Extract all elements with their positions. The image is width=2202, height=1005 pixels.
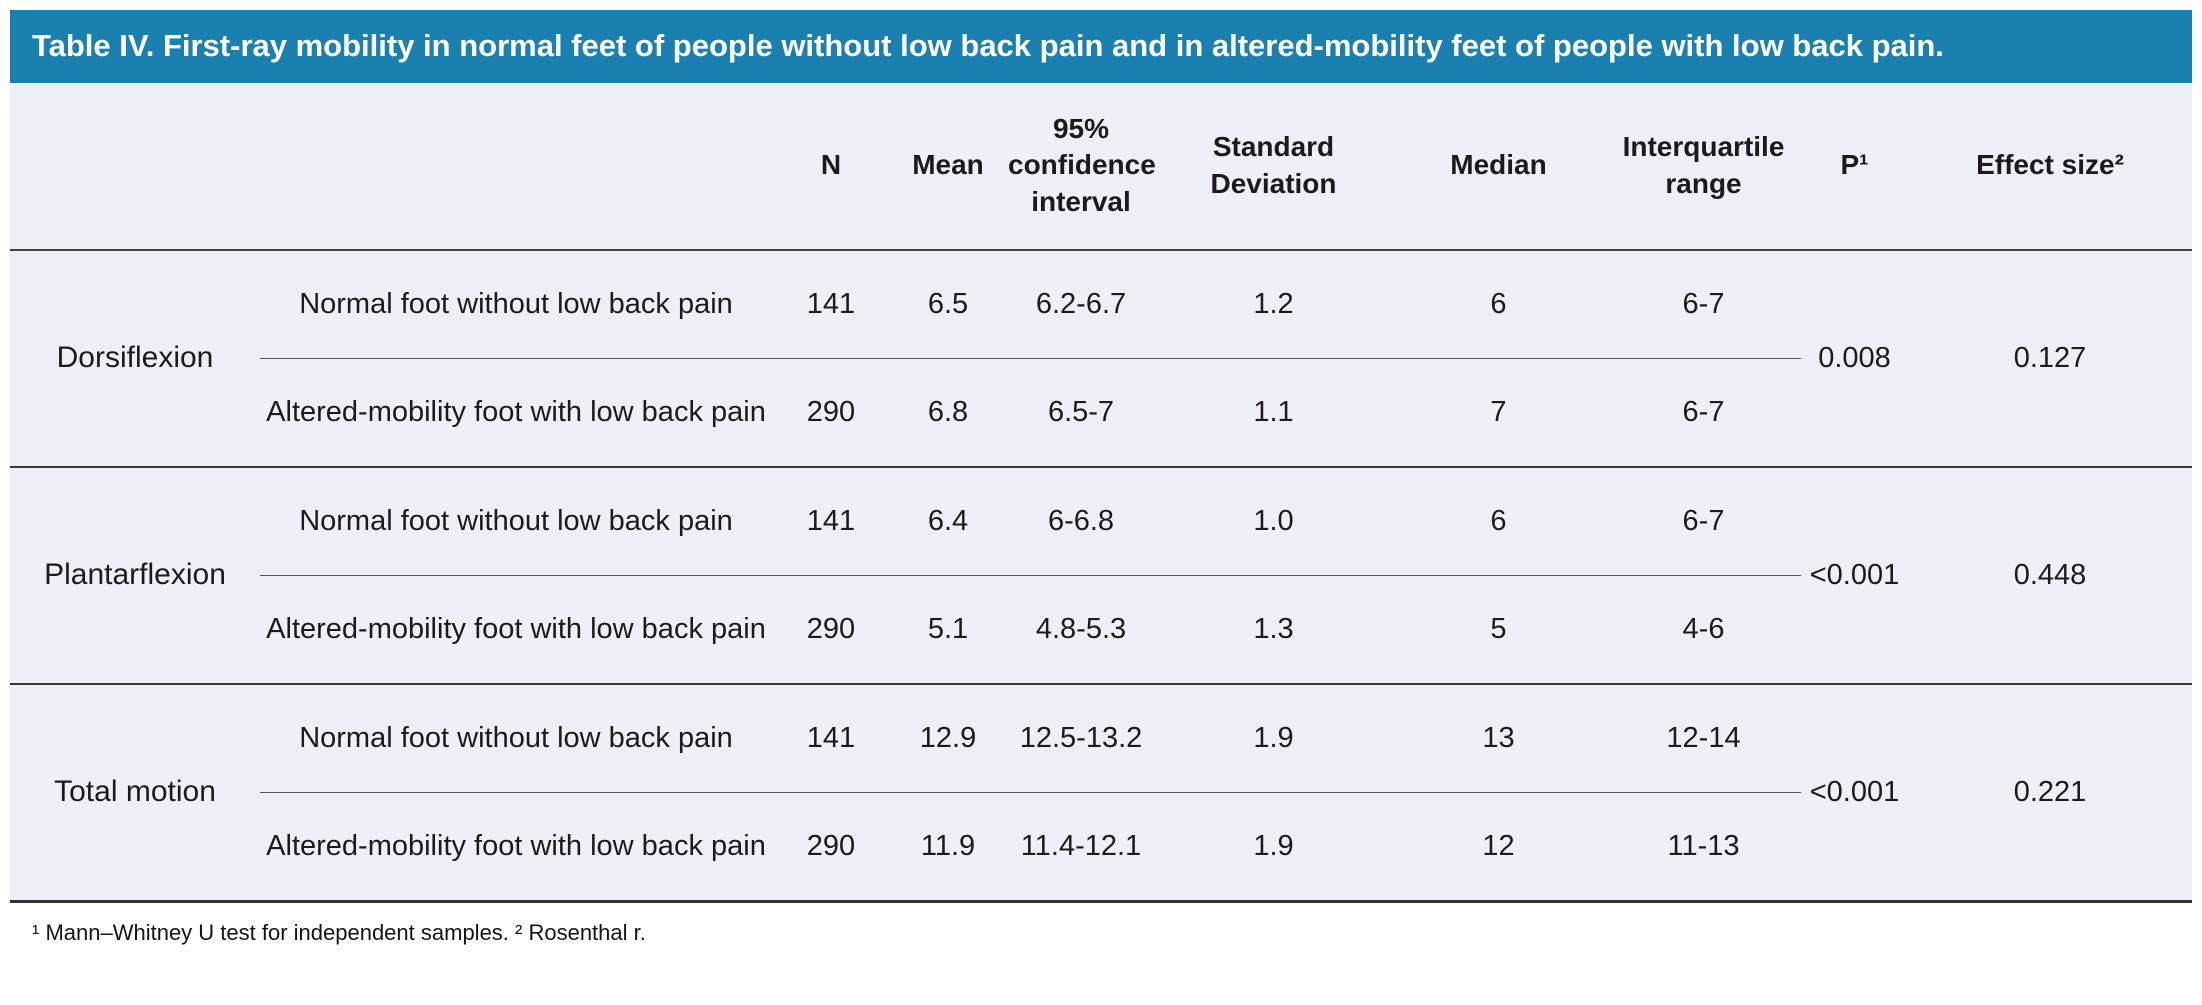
- group-label-cell: Altered-mobility foot with low back pain: [260, 358, 772, 467]
- effect-size-cell: 0.448: [1908, 467, 2192, 684]
- table-row: [10, 467, 2192, 576]
- iqr-cell: 6-7: [1606, 250, 1801, 359]
- iqr-cell: 11-13: [1606, 792, 1801, 901]
- n-cell: 141: [772, 684, 890, 793]
- effect-size-cell: 0.127: [1908, 250, 2192, 467]
- median-cell: 12: [1391, 792, 1606, 901]
- n-cell: 290: [772, 792, 890, 901]
- table-row: [10, 250, 2192, 359]
- measure-label: Total motion: [10, 684, 260, 902]
- iqr-cell: 6-7: [1606, 358, 1801, 467]
- mean-cell: 6.5: [890, 250, 1006, 359]
- mean-cell: 11.9: [890, 792, 1006, 901]
- iqr-cell: 6-7: [1606, 467, 1801, 576]
- median-cell: 6: [1391, 250, 1606, 359]
- col-header-p: P¹: [1801, 83, 1908, 250]
- sd-cell: 1.3: [1156, 575, 1391, 684]
- ci-cell: 6.2-6.7: [1006, 250, 1156, 359]
- col-header-median: Median: [1391, 83, 1606, 250]
- group-label-cell: Normal foot without low back pain: [260, 684, 772, 793]
- measure-label: Plantarflexion: [10, 467, 260, 684]
- group-label-cell: Altered-mobility foot with low back pain: [260, 792, 772, 901]
- p-value-cell: <0.001: [1801, 684, 1908, 902]
- col-header-n: N: [772, 83, 890, 250]
- col-header-group: [260, 83, 772, 250]
- col-header-ci: 95% confidence interval: [1006, 83, 1156, 250]
- table-title-bar: [10, 10, 2192, 83]
- mean-cell: 5.1: [890, 575, 1006, 684]
- group-label-cell: Normal foot without low back pain: [260, 467, 772, 576]
- ci-cell: 12.5-13.2: [1006, 684, 1156, 793]
- mean-cell: 6.8: [890, 358, 1006, 467]
- n-cell: 290: [772, 358, 890, 467]
- table-row: [10, 684, 2192, 793]
- median-cell: 5: [1391, 575, 1606, 684]
- median-cell: 13: [1391, 684, 1606, 793]
- sd-cell: 1.9: [1156, 792, 1391, 901]
- p-value-cell: <0.001: [1801, 467, 1908, 684]
- ci-cell: 6.5-7: [1006, 358, 1156, 467]
- ci-cell: 4.8-5.3: [1006, 575, 1156, 684]
- col-header-iqr: Interquartile range: [1606, 83, 1801, 250]
- effect-size-cell: 0.221: [1908, 684, 2192, 902]
- mean-cell: 12.9: [890, 684, 1006, 793]
- footnote: ¹ Mann–Whitney U test for independent samples. ² Rosenthal r.: [10, 903, 2192, 946]
- group-label-cell: Normal foot without low back pain: [260, 250, 772, 359]
- col-header-effect-size: Effect size²: [1908, 83, 2192, 250]
- ci-cell: 11.4-12.1: [1006, 792, 1156, 901]
- table-title: Table IV. First-ray mobility in normal feet of people without low back pain and in altered-mobility feet of people with low back pain.: [32, 28, 1944, 63]
- iqr-cell: 4-6: [1606, 575, 1801, 684]
- sd-cell: 1.1: [1156, 358, 1391, 467]
- median-cell: 6: [1391, 467, 1606, 576]
- ci-cell: 6-6.8: [1006, 467, 1156, 576]
- header-row: [10, 83, 2192, 250]
- mean-cell: 6.4: [890, 467, 1006, 576]
- median-cell: 7: [1391, 358, 1606, 467]
- sd-cell: 1.9: [1156, 684, 1391, 793]
- n-cell: 290: [772, 575, 890, 684]
- col-header-sd: Standard Deviation: [1156, 83, 1391, 250]
- col-header-measure: [10, 83, 260, 250]
- p-value-cell: 0.008: [1801, 250, 1908, 467]
- iqr-cell: 12-14: [1606, 684, 1801, 793]
- col-header-mean: Mean: [890, 83, 1006, 250]
- data-table: [10, 83, 2192, 903]
- group-label-cell: Altered-mobility foot with low back pain: [260, 575, 772, 684]
- measure-label: Dorsiflexion: [10, 250, 260, 467]
- n-cell: 141: [772, 467, 890, 576]
- n-cell: 141: [772, 250, 890, 359]
- sd-cell: 1.2: [1156, 250, 1391, 359]
- sd-cell: 1.0: [1156, 467, 1391, 576]
